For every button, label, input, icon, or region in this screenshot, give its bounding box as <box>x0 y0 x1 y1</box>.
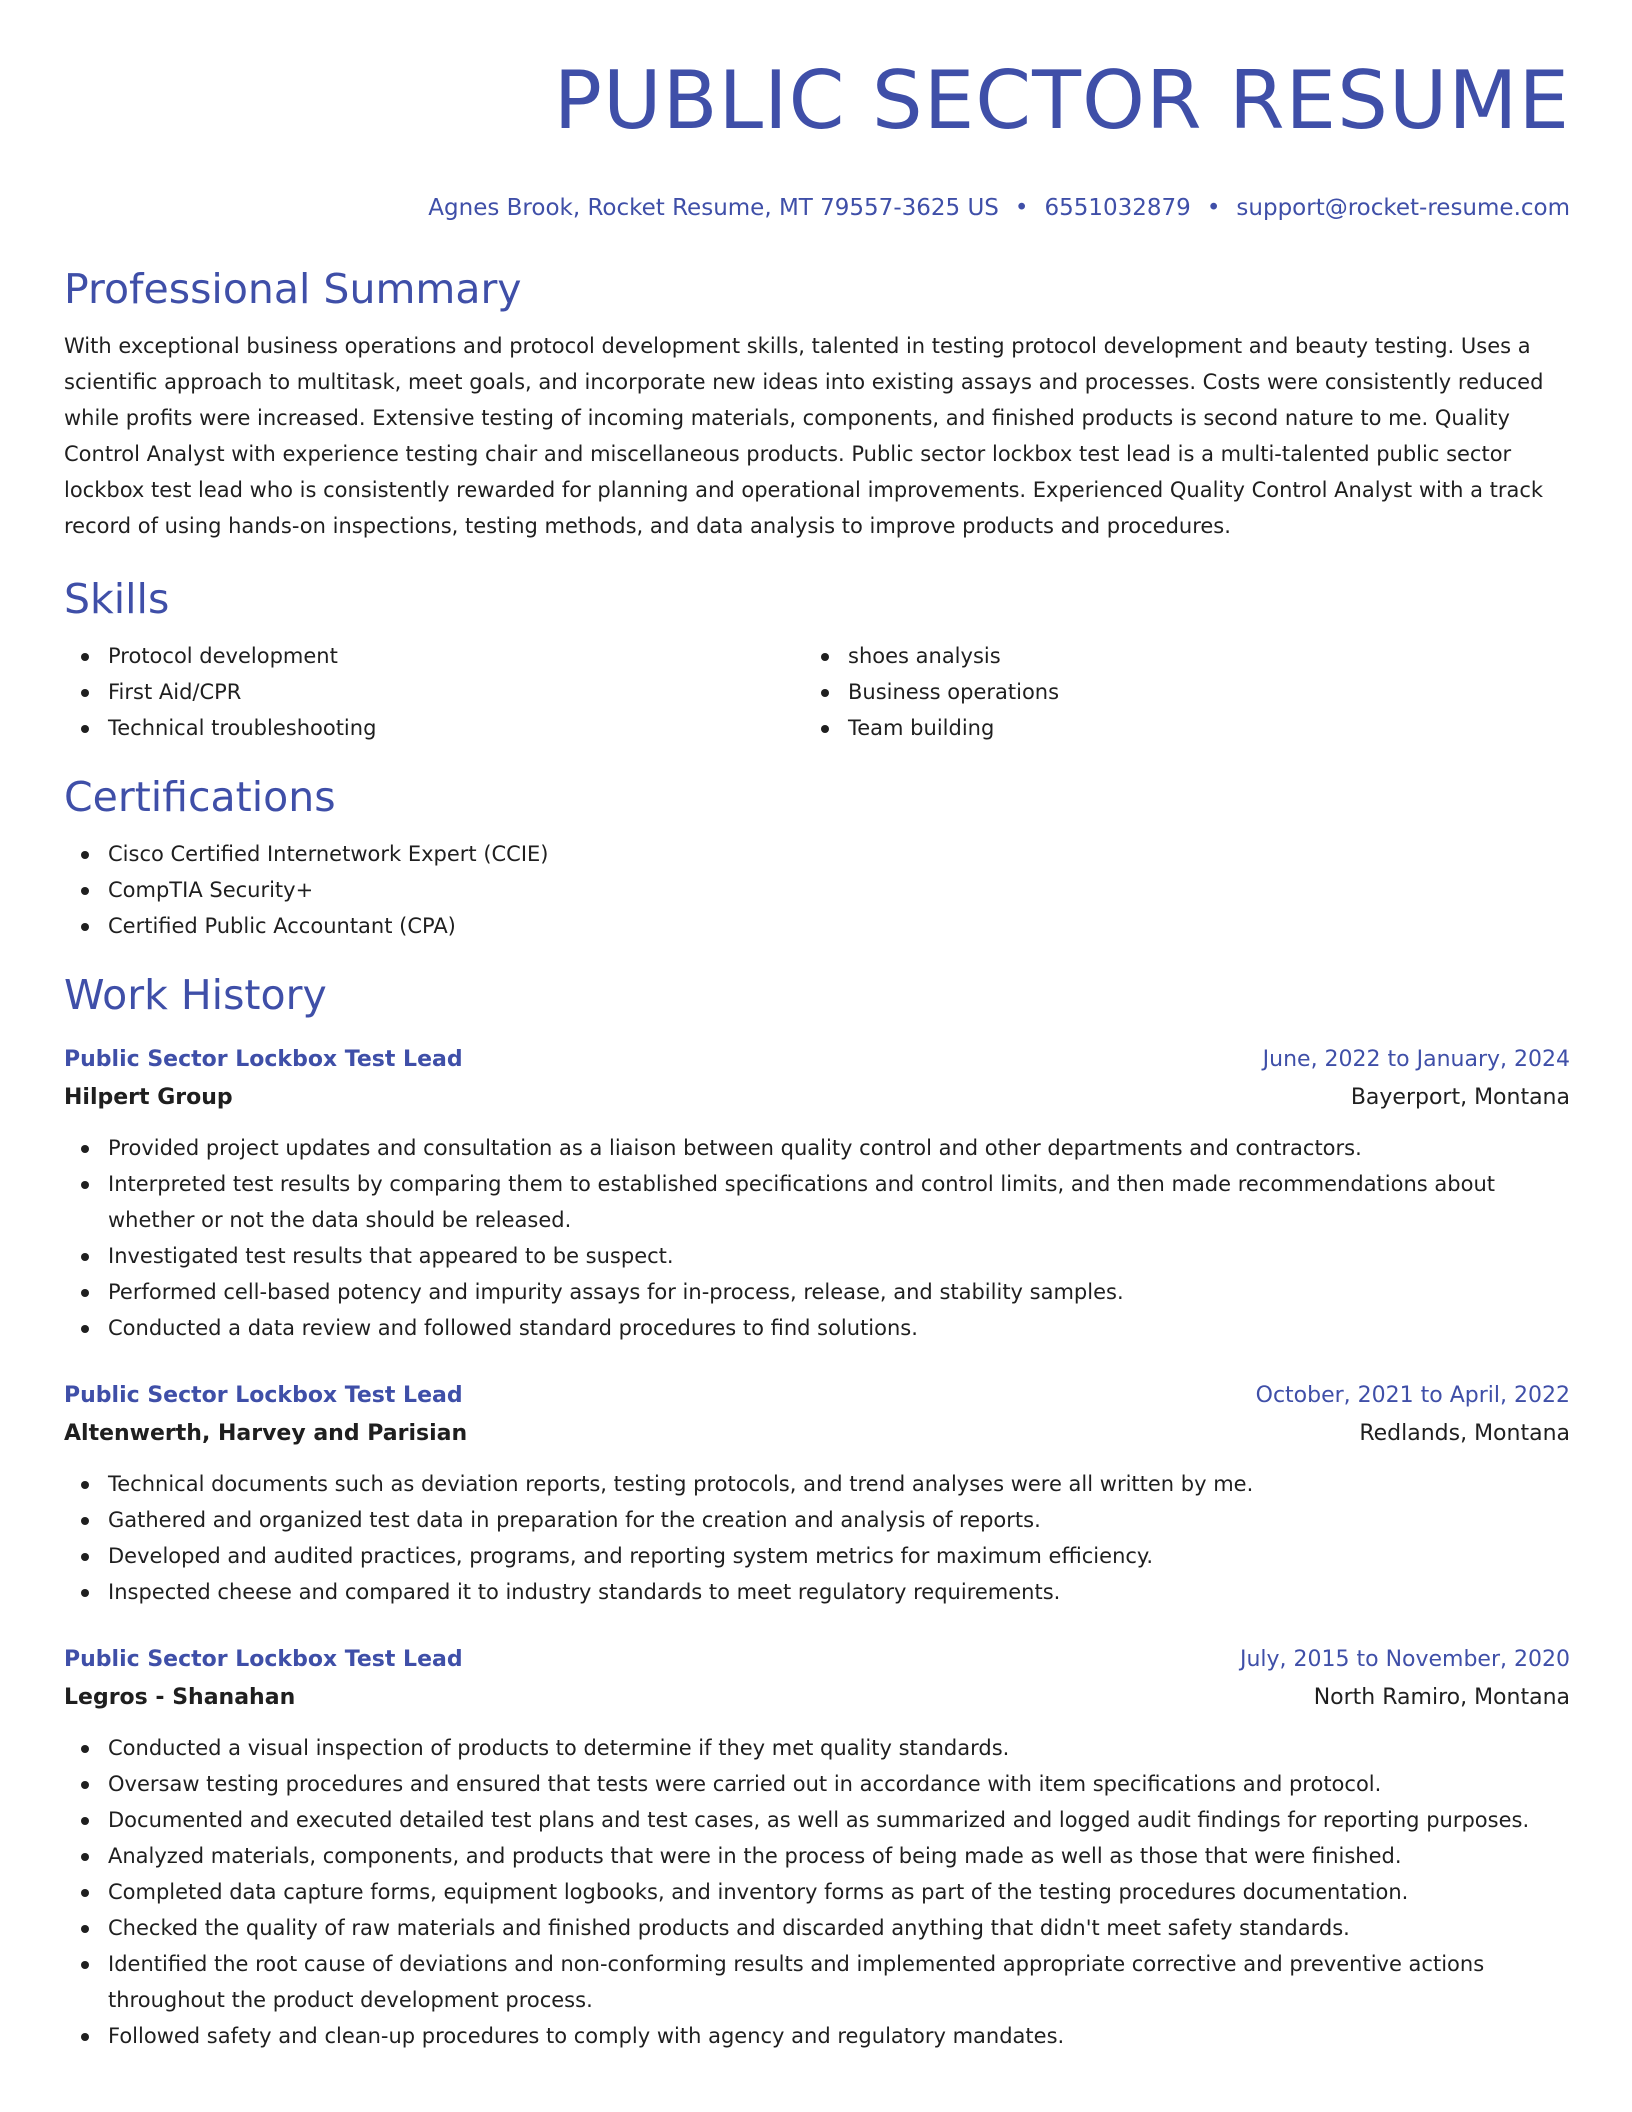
job-company: Legros - Shanahan <box>64 1685 296 1710</box>
contact-separator: • <box>1014 195 1029 221</box>
job-bullet: Oversaw testing procedures and ensured that tests were carried out in accordance with item specifications and protocol. <box>108 1766 1570 1802</box>
job-entry <box>64 1378 1570 1610</box>
job-header <box>64 1642 1570 1678</box>
job-bullet: Analyzed materials, components, and products that were in the process of being made as well as those that were finished. <box>108 1838 1570 1874</box>
work-history-heading: Work History <box>64 971 327 1019</box>
job-dates: July, 2015 to November, 2020 <box>1239 1647 1570 1672</box>
job-title: Public Sector Lockbox Test Lead <box>64 1047 463 1072</box>
job-bullet: Followed safety and clean-up procedures to comply with agency and regulatory mandates. <box>108 2018 1570 2054</box>
job-bullet: Developed and audited practices, programs, and reporting system metrics for maximum efficiency. <box>108 1538 1570 1574</box>
contact-separator: • <box>1206 195 1221 221</box>
job-header <box>64 1378 1570 1414</box>
job-bullet: Conducted a data review and followed standard procedures to find solutions. <box>108 1310 1570 1346</box>
job-subheader <box>64 1678 1570 1718</box>
skill-item: Business operations <box>848 674 1544 710</box>
certification-item: Certified Public Accountant (CPA) <box>108 908 1570 944</box>
job-company: Altenwerth, Harvey and Parisian <box>64 1421 468 1446</box>
job-location: Bayerport, Montana <box>1350 1085 1570 1110</box>
skills-column-left <box>64 638 804 746</box>
job-dates: October, 2021 to April, 2022 <box>1255 1383 1570 1408</box>
job-bullet: Completed data capture forms, equipment logbooks, and inventory forms as part of the testing procedures documentation. <box>108 1874 1570 1910</box>
certifications-list <box>64 836 1570 944</box>
skill-item: Technical troubleshooting <box>108 710 804 746</box>
job-bullet: Investigated test results that appeared to be suspect. <box>108 1238 1570 1274</box>
skills-column-right <box>804 638 1544 746</box>
job-entry <box>64 1642 1570 2054</box>
contact-phone: 6551032879 <box>1044 195 1191 221</box>
skills-list-left <box>64 638 804 746</box>
job-location: Redlands, Montana <box>1359 1421 1570 1446</box>
job-bullet: Provided project updates and consultation as a liaison between quality control and other departments and contractors. <box>108 1130 1570 1166</box>
contact-address: Agnes Brook, Rocket Resume, MT 79557-3625 US <box>428 195 999 221</box>
job-bullet: Conducted a visual inspection of products to determine if they met quality standards. <box>108 1730 1570 1766</box>
job-bullet: Identified the root cause of deviations and non-conforming results and implemented appropriate corrective and preventive actions throughout the product development process. <box>108 1946 1570 2018</box>
contact-line <box>64 192 1570 224</box>
skills-list-right <box>804 638 1544 746</box>
job-header <box>64 1042 1570 1078</box>
skill-item: Team building <box>848 710 1544 746</box>
skills-grid <box>64 638 1570 746</box>
job-title: Public Sector Lockbox Test Lead <box>64 1647 463 1672</box>
certification-item: Cisco Certified Internetwork Expert (CCIE) <box>108 836 1570 872</box>
skill-item: First Aid/CPR <box>108 674 804 710</box>
job-bullet: Checked the quality of raw materials and finished products and discarded anything that didn't meet safety standards. <box>108 1910 1570 1946</box>
summary-heading: Professional Summary <box>64 265 522 313</box>
page-title: PUBLIC SECTOR RESUME <box>553 54 1570 147</box>
job-title: Public Sector Lockbox Test Lead <box>64 1383 463 1408</box>
certifications-heading: Certifications <box>64 773 336 821</box>
job-bullet: Interpreted test results by comparing them to established specifications and control limits, and then made recommendations about whether or not the data should be released. <box>108 1166 1570 1238</box>
job-bullets <box>64 1466 1570 1610</box>
contact-email: support@rocket-resume.com <box>1236 195 1570 221</box>
job-bullets <box>64 1730 1570 2054</box>
job-bullets <box>64 1130 1570 1346</box>
job-bullet: Gathered and organized test data in preparation for the creation and analysis of reports. <box>108 1502 1570 1538</box>
certification-item: CompTIA Security+ <box>108 872 1570 908</box>
job-entry <box>64 1042 1570 1346</box>
job-bullet: Documented and executed detailed test plans and test cases, as well as summarized and logged audit findings for reporting purposes. <box>108 1802 1570 1838</box>
job-bullet: Performed cell-based potency and impurity assays for in-process, release, and stability samples. <box>108 1274 1570 1310</box>
job-subheader <box>64 1078 1570 1118</box>
summary-text: With exceptional business operations and protocol development skills, talented in testing protocol development and beauty testing. Uses a scientific approach to multitask, meet goals, and incorporate new ideas into existing assays and processes. Costs were consistently reduced while profits were increased. Extensive testing of incoming materials, components, and finished products is second nature to me. Quality Control Analyst with experience testing chair and miscellaneous products. Public sector lockbox test lead is a multi-talented public sector lockbox test lead who is consistently rewarded for planning and operational improvements. Experienced Quality Control Analyst with a track record of using hands-on inspections, testing methods, and data analysis to improve products and procedures. <box>64 334 1544 538</box>
skills-heading: Skills <box>64 575 170 623</box>
job-bullet: Technical documents such as deviation reports, testing protocols, and trend analyses were all written by me. <box>108 1466 1570 1502</box>
job-location: North Ramiro, Montana <box>1313 1685 1570 1710</box>
skill-item: Protocol development <box>108 638 804 674</box>
skill-item: shoes analysis <box>848 638 1544 674</box>
job-company: Hilpert Group <box>64 1085 233 1110</box>
job-bullet: Inspected cheese and compared it to industry standards to meet regulatory requirements. <box>108 1574 1570 1610</box>
job-dates: June, 2022 to January, 2024 <box>1262 1047 1570 1072</box>
job-subheader <box>64 1414 1570 1454</box>
